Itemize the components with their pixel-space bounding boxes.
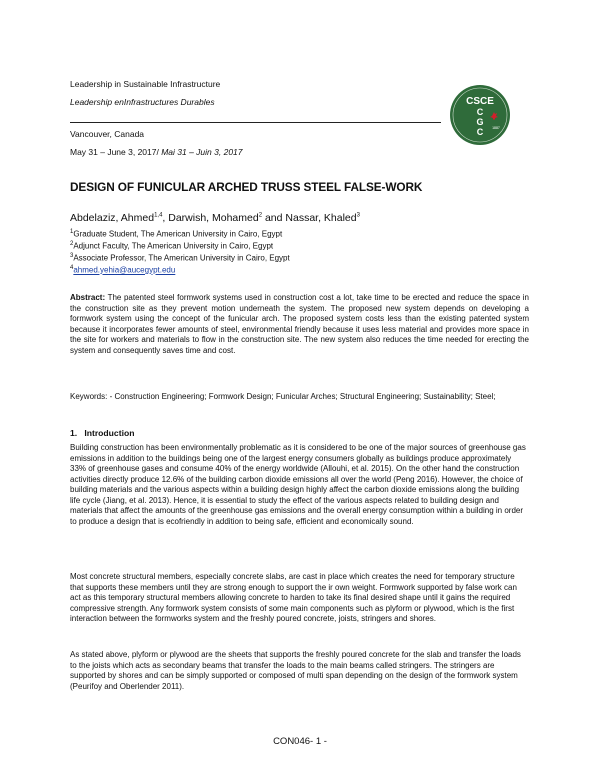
aff-text: Graduate Student, The American University in Cairo, Egypt (73, 229, 283, 239)
page-number: CON046- 1 - (273, 736, 327, 747)
affiliation-1 (70, 227, 282, 240)
dates-en: May 31 – June 3, 2017/ (70, 147, 159, 157)
affiliation-3 (70, 251, 290, 264)
conference-location: Vancouver, Canada (70, 129, 145, 139)
header-rule (70, 122, 441, 123)
csce-logo (449, 84, 511, 146)
author-3: and Nassar, Khaled (262, 212, 357, 224)
author-2-sup: 2 (258, 212, 263, 219)
conference-dates (70, 147, 243, 158)
affiliation-2 (70, 239, 273, 252)
author-list (70, 212, 360, 224)
author-2: , Darwish, Mohamed (162, 212, 259, 224)
author-1: Abdelaziz, Ahmed (70, 212, 155, 224)
logo-text-c: C (476, 107, 484, 117)
aff-num: 3 (70, 253, 74, 259)
paragraph-3: As stated above, plyform or plywood are the sheets that supports the freshly poured concrete for the slab and transfer the loads to the joists which acts as secondary beams that transfer the loads to the main beams called stringers. The stringers are supported by shores and can be simply supported or composed of multi span depending on the design of the formwork system (Peurifoy and Oberlender 2011). (70, 650, 521, 691)
email-link[interactable]: ahmed.yehia@aucegypt.edu (73, 265, 176, 275)
paper-title: DESIGN OF FUNICULAR ARCHED TRUSS STEEL FALSE-WORK (70, 180, 423, 194)
logo-text-csce: CSCE (466, 96, 494, 107)
aff-text: Associate Professor, The American University in Cairo, Egypt (73, 253, 290, 263)
logo-text-c2: C (476, 127, 484, 137)
paragraph-2: Most concrete structural members, especially concrete slabs, are cast in place which creates the need for temporary structure that supports these members until they are strong enough to support the ir own weight. Formwork supported by false work can act as this temporary structural members allowing concrete to harden to take its final desired shape until it gains the required compressive strength. Any formwork system consists of some main components such as plyform or plywood, which is the first interaction between the formworks system and the freshly poured concrete, joists, stringers and shores. (70, 572, 517, 624)
author-3-sup: 3 (356, 212, 360, 219)
abstract-label: Abstract: (70, 293, 106, 302)
logo-year: 1887 (492, 126, 500, 130)
conference-series-fr: Leadership enInfrastructures Durables (70, 97, 215, 107)
section-heading: 1. Introduction (70, 428, 135, 438)
paragraph-1: Building construction has been environmentally problematic as it is considered to be one of the major sources of greenhouse gas emissions in addition to the buildings being one of the largest energy consumers globally as buildings produce approximately 33% of greenhouse gases and consume 40% of the energy worldwide (Allouhi, et al. 2015). On the other hand the construction activities directly produce 12.6% of the building carbon dioxide emissions all over the world (Peng 2016). However, the choice of building materials and the various aspects within a building design highly affect the carbon dioxide emissions along the building life cycle (Jiang, et al. 2013). Hence, it is essential to study the effect of the various aspects related to building design and materials that affect the amounts of the greenhouse gas emissions and the overall energy consumption within a building in order to produce a design that is ecofriendly in addition to being safe, efficient and economically sound. (70, 443, 526, 526)
aff-num: 1 (70, 229, 74, 235)
conference-series: Leadership in Sustainable Infrastructure (70, 79, 221, 89)
logo-text-g: G (476, 117, 484, 127)
affiliation-4 (70, 263, 175, 276)
abstract (70, 293, 529, 356)
author-1-sup: 1,4 (154, 212, 163, 219)
aff-text: Adjunct Faculty, The American University in Cairo, Egypt (73, 241, 274, 251)
abstract-text: The patented steel formwork systems used in construction cost a lot, take time to be erected and reduce the space in the construction site as they prevent motion underneath the system. The proposed new system depends on developing a formwork system using the concept of the funicular arch. The proposed system costs less than the existing patented system because it incorporates fewer amounts of steel, environmental friendly because it uses less material and provides more space in the site for workers and materials to flow in the construction site. The new system also reduces the time needed for erecting the system and consequently saves time and cost. (70, 293, 529, 355)
dates-fr: Mai 31 – Juin 3, 2017 (161, 147, 243, 157)
aff-num: 2 (70, 241, 74, 247)
keywords: Keywords: - Construction Engineering; Formwork Design; Funicular Arches; Structural Engineering; Sustainability; Steel; (70, 392, 496, 401)
aff-num: 4 (70, 265, 74, 271)
